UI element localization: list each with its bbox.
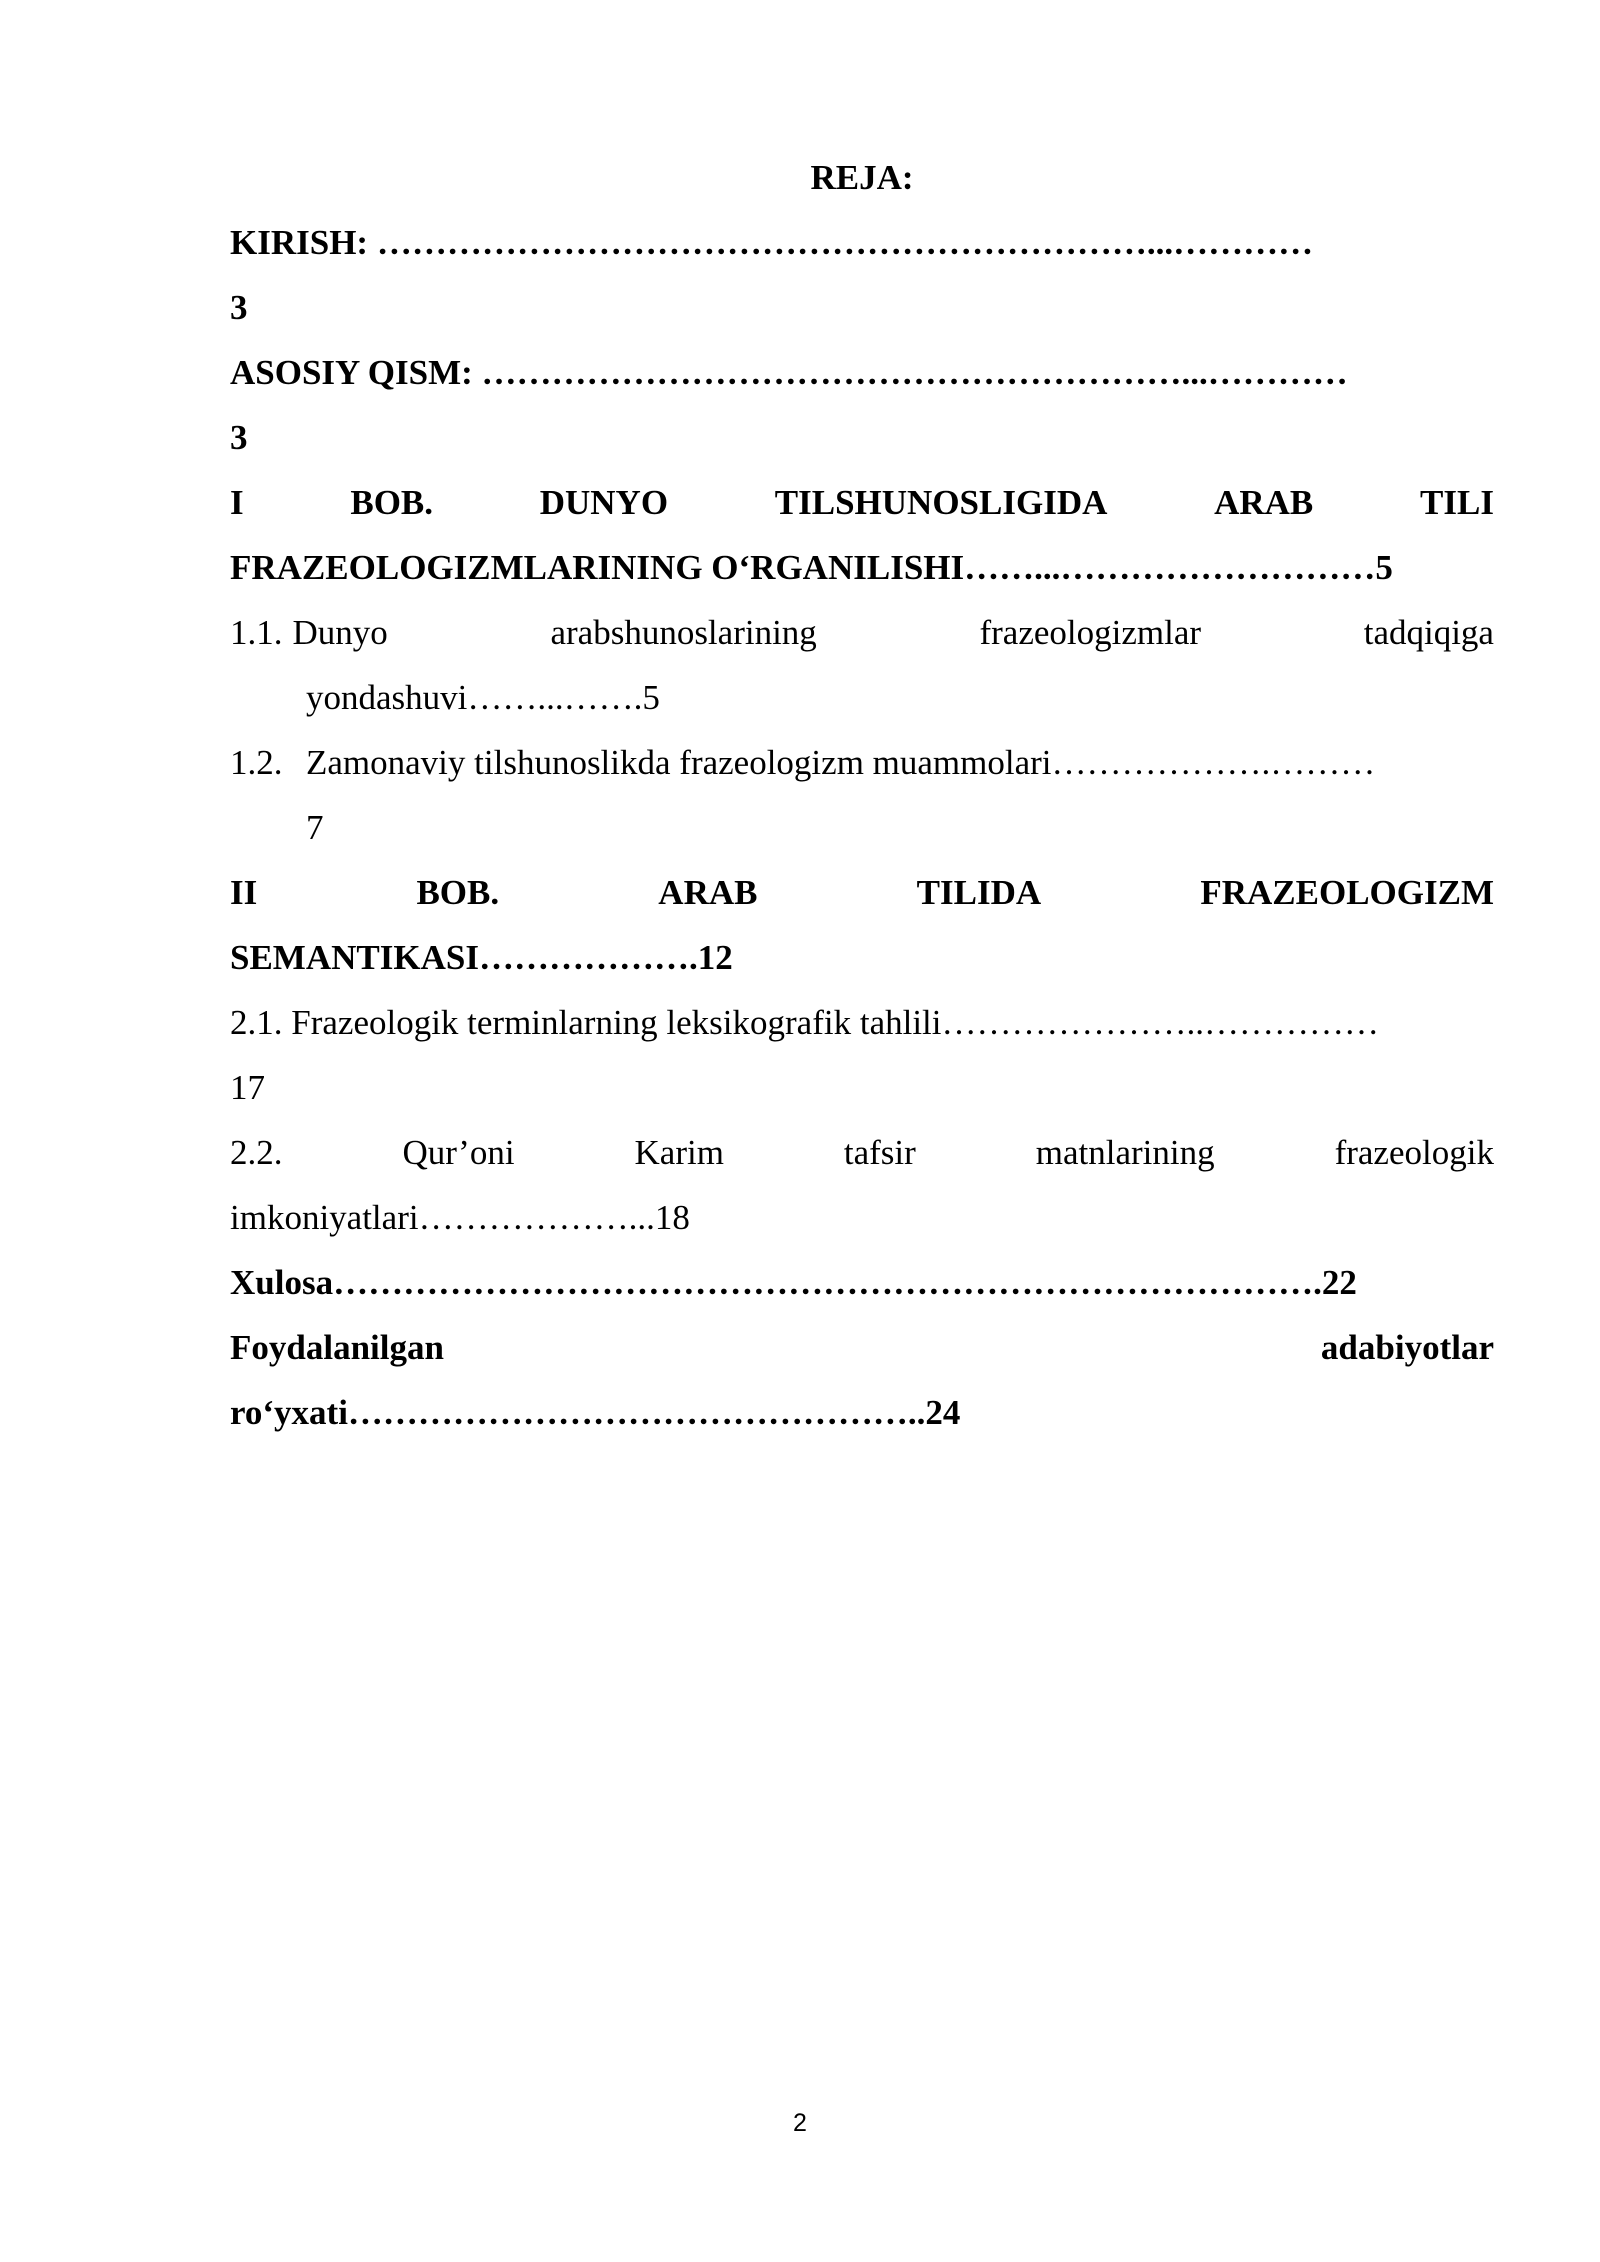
toc-item-word: tadqiqiga xyxy=(1363,613,1494,652)
toc-foydalanilgan-word: adabiyotlar xyxy=(1320,1328,1494,1367)
toc-item-word: Qur’oni xyxy=(402,1133,515,1172)
toc-bob1-line2: FRAZEOLOGIZMLARINING O‘RGANILISHI……...………………………5 xyxy=(230,548,1393,587)
toc-item-word: frazeologizmlar xyxy=(979,613,1202,652)
toc-item-1-1-line2: yondashuvi……...…….5 xyxy=(306,678,660,717)
toc-asosiy-page: 3 xyxy=(230,418,248,457)
toc-item-1-2-page: 7 xyxy=(306,808,324,847)
toc-item-word: matnlarining xyxy=(1035,1133,1215,1172)
toc-item-word: Karim xyxy=(634,1133,724,1172)
toc-item-number: 1.1. xyxy=(230,613,283,652)
page-number: 2 xyxy=(793,2109,807,2137)
toc-item-1-2-line1 xyxy=(230,730,1494,795)
toc-item-2-2-line2: imkoniyatlari………………...18 xyxy=(230,1198,690,1237)
toc-item-word: frazeologik xyxy=(1334,1133,1494,1172)
toc-bob2-line2: SEMANTIKASI……………….12 xyxy=(230,938,733,977)
toc-foydalanilgan-word: Foydalanilgan xyxy=(230,1328,444,1367)
toc-bob2-line1 xyxy=(230,860,1494,925)
toc-asosiy-line1: ASOSIY QISM: ……………………………………………………...………… xyxy=(230,353,1348,392)
toc-foydalanilgan-line1 xyxy=(230,1315,1494,1380)
toc-foydalanilgan-line2: ro‘yxati…………………………………………..24 xyxy=(230,1393,961,1432)
toc-bob1-word: I xyxy=(230,483,244,522)
toc-bob2-word: II xyxy=(230,873,258,912)
toc-bob1-word: DUNYO xyxy=(539,483,669,522)
toc-item-2-1-line1: 2.1. Frazeologik terminlarning leksikografik tahlili…………………..…………… xyxy=(230,1003,1380,1042)
document-page xyxy=(230,145,1494,1445)
toc-bob1-word: TILSHUNOSLIGIDA xyxy=(774,483,1108,522)
toc-bob1-word: ARAB xyxy=(1214,483,1314,522)
toc-item-word: 2.2. xyxy=(230,1133,283,1172)
toc-item-2-2-line1 xyxy=(230,1120,1494,1185)
toc-item-1-1-line1 xyxy=(230,600,1494,665)
toc-item-word: Dunyo xyxy=(292,613,388,652)
toc-bob2-word: TILIDA xyxy=(916,873,1042,912)
toc-bob2-word: BOB. xyxy=(416,873,500,912)
toc-bob1-word: BOB. xyxy=(350,483,434,522)
toc-bob2-word: FRAZEOLOGIZM xyxy=(1200,873,1494,912)
toc-item-text: Zamonaviy tilshunoslikda frazeologizm muammolari……………….……… xyxy=(306,743,1376,782)
toc-bob2-word: ARAB xyxy=(658,873,758,912)
toc-kirish-page: 3 xyxy=(230,288,248,327)
toc-item-2-1-page: 17 xyxy=(230,1068,265,1107)
toc-xulosa: Xulosa………………………………………………………………………….22 xyxy=(230,1263,1357,1302)
toc-kirish-line1: KIRISH: …………………………………………………………...………… xyxy=(230,223,1314,262)
toc-item-word: tafsir xyxy=(843,1133,916,1172)
toc-bob1-line1 xyxy=(230,470,1494,535)
toc-item-number: 1.2. xyxy=(230,743,283,782)
toc-bob1-word: TILI xyxy=(1420,483,1494,522)
toc-item-word: arabshunoslarining xyxy=(550,613,817,652)
page-title: REJA: xyxy=(810,158,914,197)
